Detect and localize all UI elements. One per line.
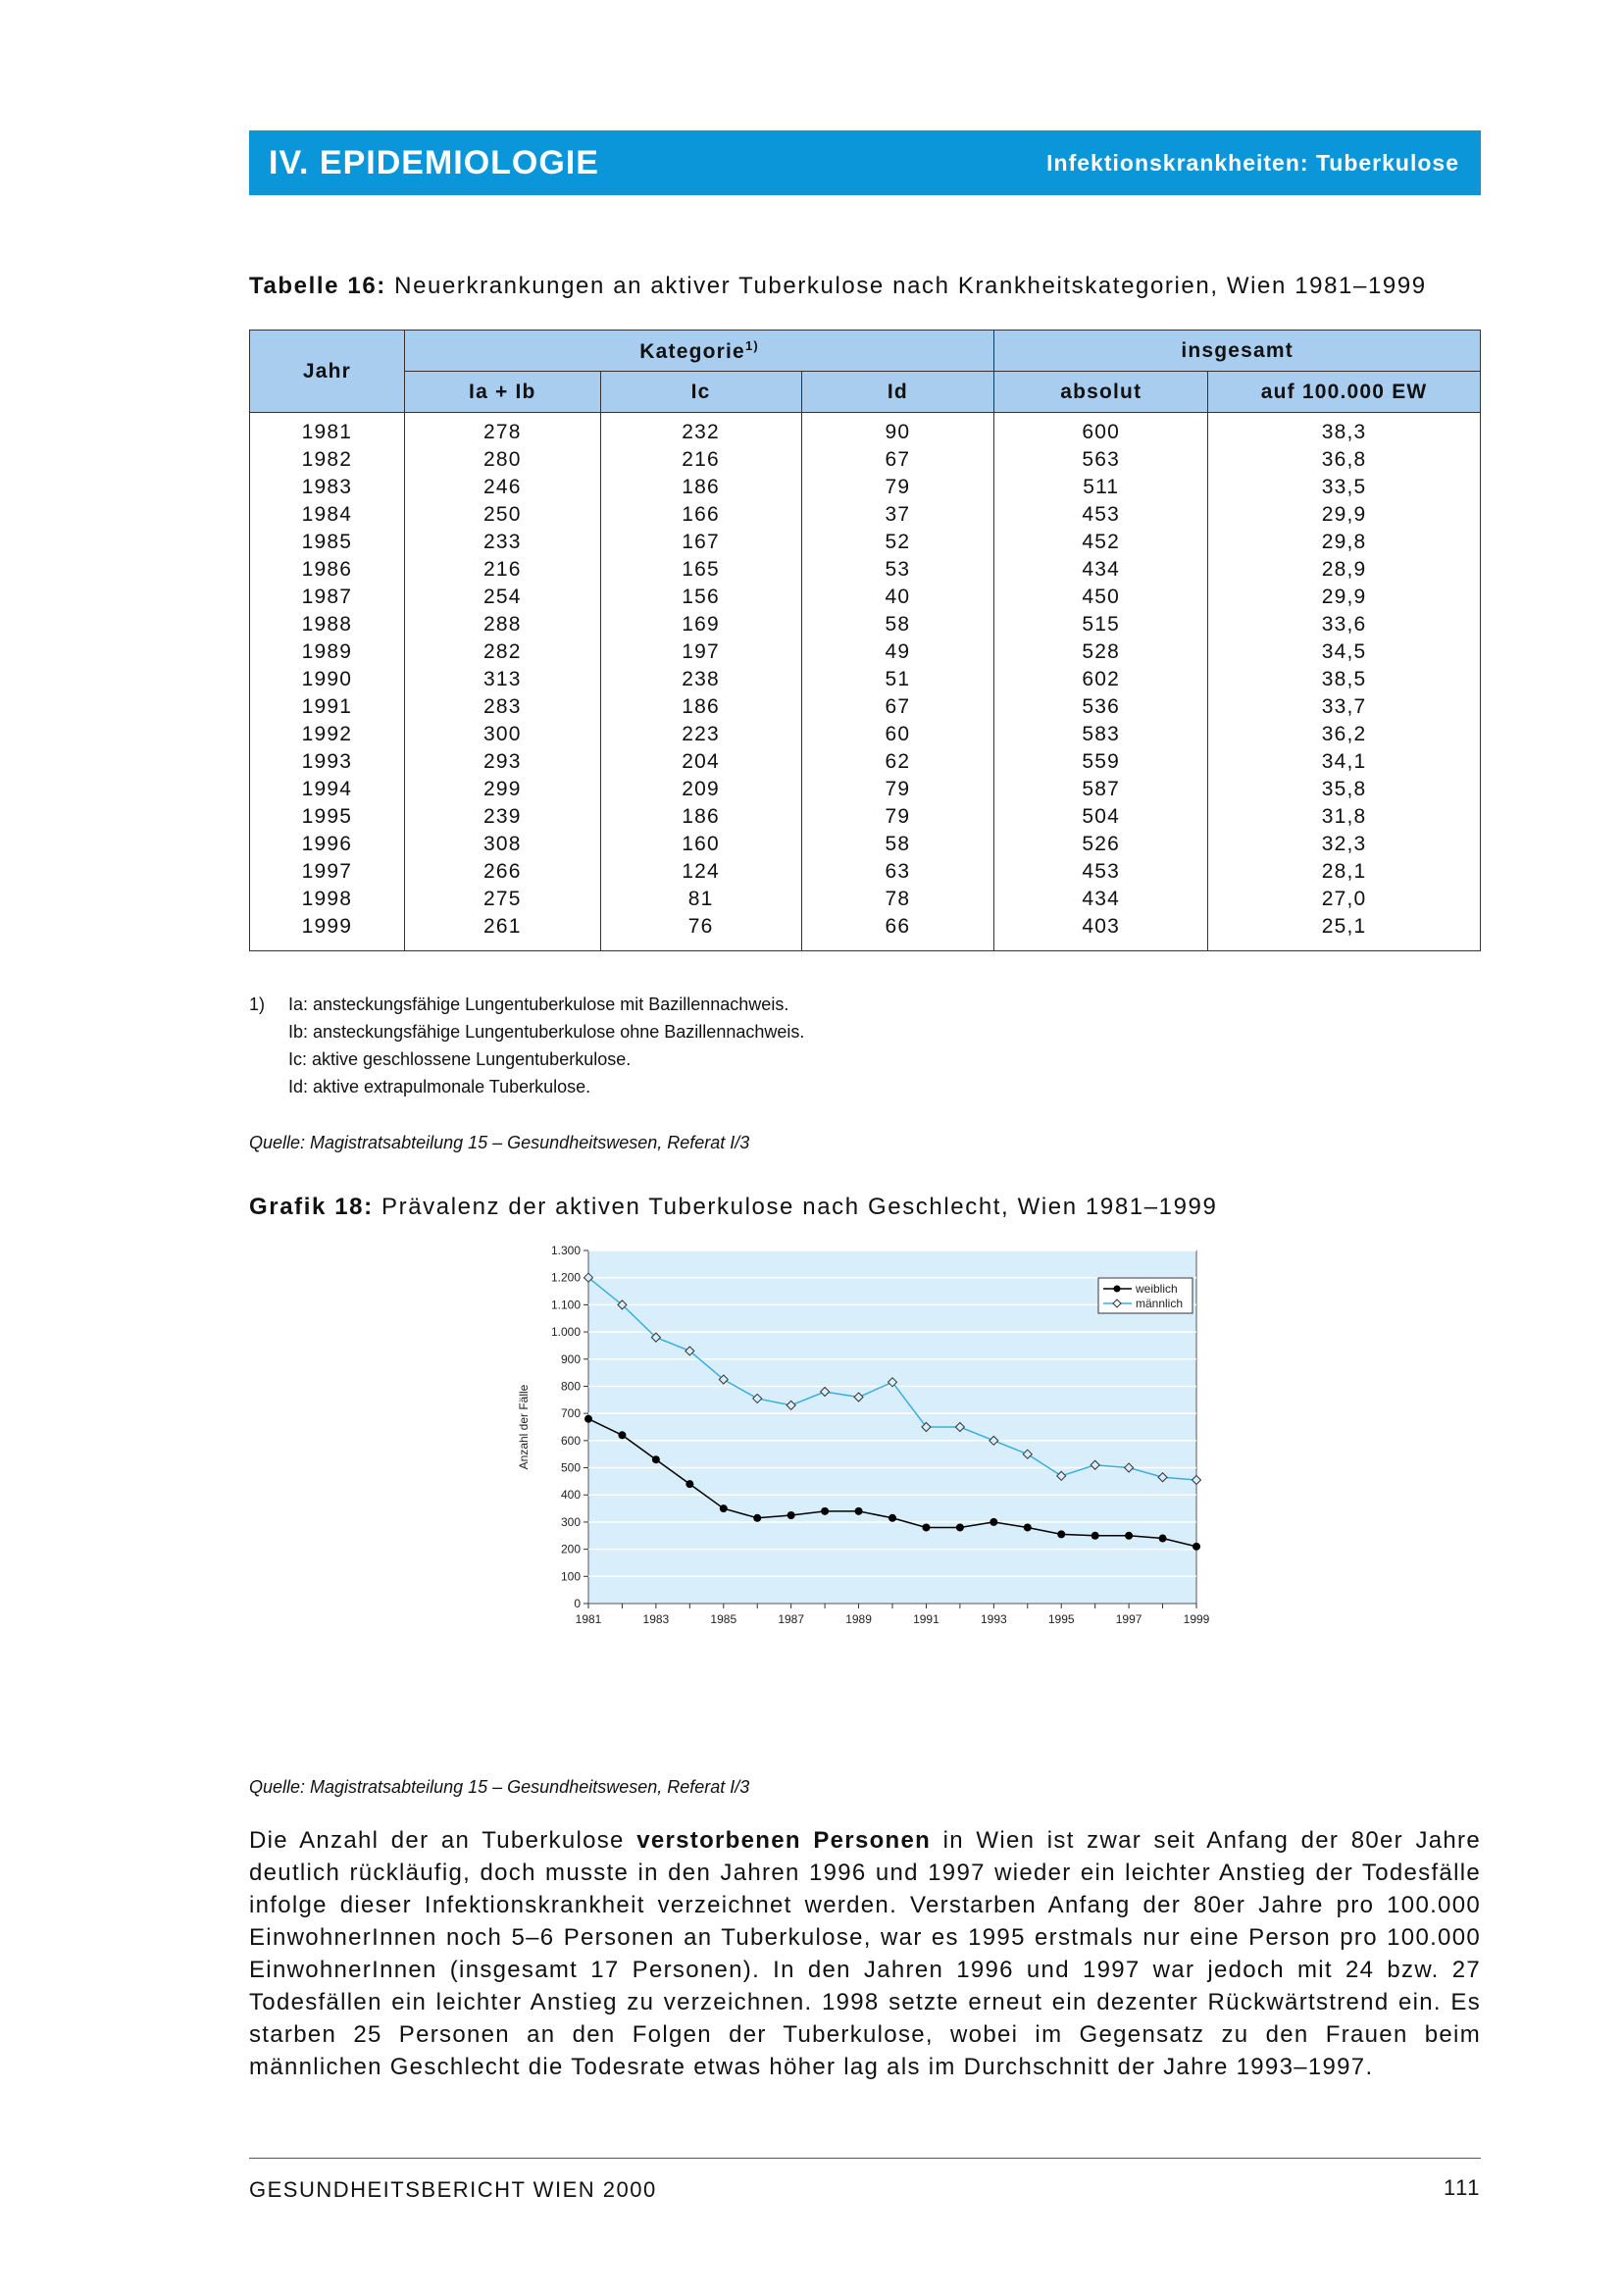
x-tick-label: 1993 — [980, 1612, 1007, 1626]
y-tick-label: 300 — [560, 1514, 581, 1529]
y-tick-label: 100 — [560, 1569, 581, 1584]
table-row — [250, 446, 1481, 474]
table-cell: 293 — [404, 748, 600, 776]
data-point — [922, 1523, 930, 1531]
table-row — [250, 501, 1481, 529]
col-header-year: Jahr — [250, 331, 405, 413]
table-cell: 1989 — [250, 638, 405, 666]
table-cell: 232 — [600, 413, 801, 447]
data-point — [685, 1480, 693, 1488]
col-group-total: insgesamt — [994, 331, 1481, 372]
table-row — [250, 913, 1481, 951]
table-row — [250, 721, 1481, 748]
table-row — [250, 803, 1481, 831]
data-point — [720, 1504, 728, 1512]
table-row — [250, 584, 1481, 611]
table-cell: 308 — [404, 831, 600, 858]
table-cell: 49 — [801, 638, 994, 666]
table-cell: 1992 — [250, 721, 405, 748]
table-row — [250, 666, 1481, 693]
table-cell: 1996 — [250, 831, 405, 858]
table-cell: 453 — [994, 858, 1208, 886]
table-cell: 511 — [994, 474, 1208, 501]
table-cell: 223 — [600, 721, 801, 748]
table-cell: 559 — [994, 748, 1208, 776]
table-cell: 186 — [600, 474, 801, 501]
body-paragraph — [249, 1824, 1481, 2083]
table-cell: 1993 — [250, 748, 405, 776]
table-cell: 52 — [801, 529, 994, 556]
data-point — [956, 1523, 964, 1531]
table-cell: 28,1 — [1208, 858, 1481, 886]
chart-caption-label: Grafik 18: — [249, 1194, 374, 1220]
y-tick-label: 0 — [574, 1597, 581, 1610]
data-point — [855, 1507, 863, 1515]
table-cell: 38,3 — [1208, 413, 1481, 447]
table-cell: 29,8 — [1208, 529, 1481, 556]
table-cell: 299 — [404, 776, 600, 803]
legend-label: männlich — [1136, 1297, 1184, 1310]
table-cell: 250 — [404, 501, 600, 529]
table-cell: 156 — [600, 584, 801, 611]
table-cell: 1990 — [250, 666, 405, 693]
table-row — [250, 529, 1481, 556]
table-cell: 1995 — [250, 803, 405, 831]
data-point — [821, 1507, 829, 1515]
table-cell: 79 — [801, 474, 994, 501]
table-cell: 563 — [994, 446, 1208, 474]
table-cell: 526 — [994, 831, 1208, 858]
table-cell: 266 — [404, 858, 600, 886]
col-header-iaib: Ia + Ib — [404, 372, 600, 413]
data-point — [652, 1455, 660, 1463]
y-tick-label: 200 — [560, 1542, 581, 1556]
table-row — [250, 693, 1481, 721]
footnote-line: Ia: ansteckungsfähige Lungentuberkulose mit Bazillennachweis. — [288, 994, 789, 1014]
footnote-line: Ib: ansteckungsfähige Lungentuberkulose ohne Bazillennachweis. — [288, 1022, 805, 1042]
table-cell: 63 — [801, 858, 994, 886]
table-cell: 300 — [404, 721, 600, 748]
chart-caption-text: Prävalenz der aktiven Tuberkulose nach Geschlecht, Wien 1981–1999 — [381, 1194, 1218, 1220]
table-cell: 36,2 — [1208, 721, 1481, 748]
table-cell: 1985 — [250, 529, 405, 556]
x-tick-label: 1981 — [575, 1612, 602, 1626]
y-axis-label: Anzahl der Fälle — [517, 1384, 531, 1470]
table-cell: 186 — [600, 693, 801, 721]
table-cell: 1982 — [250, 446, 405, 474]
table-cell: 51 — [801, 666, 994, 693]
y-tick-label: 900 — [560, 1351, 581, 1366]
table-cell: 197 — [600, 638, 801, 666]
x-tick-label: 1983 — [642, 1612, 670, 1626]
table-cell: 1999 — [250, 913, 405, 951]
data-point — [618, 1431, 626, 1439]
data-point — [1057, 1530, 1065, 1538]
table-cell: 246 — [404, 474, 600, 501]
table-cell: 167 — [600, 529, 801, 556]
table-cell: 35,8 — [1208, 776, 1481, 803]
table-cell: 453 — [994, 501, 1208, 529]
chart-source: Quelle: Magistratsabteilung 15 – Gesundheitswesen, Referat I/3 — [249, 1777, 750, 1797]
table-cell: 233 — [404, 529, 600, 556]
table-cell: 27,0 — [1208, 886, 1481, 913]
col-header-ic: Ic — [600, 372, 801, 413]
chart-caption — [249, 1194, 1217, 1221]
x-tick-label: 1995 — [1047, 1612, 1075, 1626]
footnote-line: Id: aktive extrapulmonale Tuberkulose. — [288, 1077, 591, 1096]
table-cell: 1984 — [250, 501, 405, 529]
table-cell: 434 — [994, 886, 1208, 913]
table-cell: 275 — [404, 886, 600, 913]
footer-rule — [249, 2158, 1481, 2159]
data-point — [787, 1511, 795, 1519]
table-cell: 124 — [600, 858, 801, 886]
paragraph-text-after: in Wien ist zwar seit Anfang der 80er Jahre deutlich rückläufig, doch musste in den Jahren 1996 und 1997 wieder ein leichter Anstieg der Todesfälle infolge dieser Infektionskrankheit verzeichnet werden. Verstarben Anfang der 80er Jahre pro 100.000 EinwohnerInnen noch 5–6 Personen an Tuberkulose, war es 1995 erstmals nur eine Person pro 100.000 EinwohnerInnen (insgesamt 17 Personen). In den Jahren 1996 und 1997 war jedoch mit 24 bzw. 27 Todesfällen ein leichter Anstieg zu verzeichnen. 1998 setzte erneut ein dezenter Rückwärtstrend ein. Es starben 25 Personen an den Folgen der Tuberkulose, wobei im Gegensatz zu den Frauen beim männlichen Geschlecht die Todesrate etwas höher lag als im Durchschnitt der Jahre 1993–1997. — [249, 1827, 1481, 2080]
table-cell: 79 — [801, 776, 994, 803]
table-cell: 254 — [404, 584, 600, 611]
y-tick-label: 600 — [560, 1433, 581, 1448]
table-cell: 434 — [994, 556, 1208, 584]
data-point — [1193, 1543, 1200, 1551]
table-row — [250, 638, 1481, 666]
footnote-ref: 1) — [744, 337, 759, 353]
data-point — [1024, 1523, 1032, 1531]
tuberculosis-table — [249, 330, 1481, 951]
col-group-category-label: Kategorie — [639, 339, 745, 363]
table-cell: 450 — [994, 584, 1208, 611]
table-row — [250, 776, 1481, 803]
table-cell: 282 — [404, 638, 600, 666]
x-tick-label: 1997 — [1115, 1612, 1142, 1626]
section-header — [249, 130, 1481, 195]
y-tick-label: 700 — [560, 1406, 581, 1421]
table-cell: 76 — [600, 913, 801, 951]
col-header-per-100000: auf 100.000 EW — [1208, 372, 1481, 413]
x-tick-label: 1989 — [845, 1612, 872, 1626]
table-cell: 1994 — [250, 776, 405, 803]
table-caption — [249, 273, 1427, 300]
table-row — [250, 413, 1481, 447]
data-point — [990, 1518, 997, 1526]
data-point — [1091, 1532, 1099, 1540]
table-cell: 31,8 — [1208, 803, 1481, 831]
table-cell: 216 — [404, 556, 600, 584]
footnotes — [249, 991, 804, 1100]
footnote-marker: 1) — [249, 994, 266, 1014]
x-tick-label: 1991 — [913, 1612, 939, 1626]
table-cell: 28,9 — [1208, 556, 1481, 584]
table-cell: 58 — [801, 611, 994, 638]
x-tick-label: 1987 — [778, 1612, 805, 1626]
table-cell: 165 — [600, 556, 801, 584]
paragraph-bold: verstorbenen Personen — [636, 1827, 932, 1854]
y-tick-label: 1.000 — [550, 1325, 581, 1340]
table-cell: 1997 — [250, 858, 405, 886]
table-cell: 38,5 — [1208, 666, 1481, 693]
table-cell: 602 — [994, 666, 1208, 693]
table-row — [250, 556, 1481, 584]
table-cell: 1983 — [250, 474, 405, 501]
col-group-category — [404, 331, 993, 372]
table-cell: 1991 — [250, 693, 405, 721]
table-cell: 37 — [801, 501, 994, 529]
table-row — [250, 886, 1481, 913]
legend-label: weiblich — [1136, 1282, 1178, 1296]
table-cell: 29,9 — [1208, 584, 1481, 611]
table-cell: 36,8 — [1208, 446, 1481, 474]
table-body — [250, 413, 1481, 951]
table-cell: 261 — [404, 913, 600, 951]
table-cell: 313 — [404, 666, 600, 693]
table-cell: 1988 — [250, 611, 405, 638]
data-point — [584, 1415, 592, 1423]
col-header-id: Id — [801, 372, 994, 413]
table-cell: 33,7 — [1208, 693, 1481, 721]
data-point — [888, 1514, 896, 1522]
table-cell: 238 — [600, 666, 801, 693]
legend-marker — [1114, 1286, 1121, 1293]
table-cell: 186 — [600, 803, 801, 831]
table-cell: 1981 — [250, 413, 405, 447]
table-row — [250, 611, 1481, 638]
table-cell: 34,1 — [1208, 748, 1481, 776]
table-cell: 278 — [404, 413, 600, 447]
table-cell: 29,9 — [1208, 501, 1481, 529]
table-cell: 403 — [994, 913, 1208, 951]
table-cell: 216 — [600, 446, 801, 474]
table-cell: 1986 — [250, 556, 405, 584]
table-cell: 204 — [600, 748, 801, 776]
x-tick-label: 1985 — [710, 1612, 737, 1626]
table-cell: 587 — [994, 776, 1208, 803]
table-cell: 1998 — [250, 886, 405, 913]
data-point — [753, 1514, 761, 1522]
y-tick-label: 1.100 — [550, 1298, 581, 1312]
table-cell: 90 — [801, 413, 994, 447]
table-cell: 166 — [600, 501, 801, 529]
footer-publication: GESUNDHEITSBERICHT WIEN 2000 — [249, 2177, 657, 2202]
table-cell: 58 — [801, 831, 994, 858]
table-cell: 40 — [801, 584, 994, 611]
table-cell: 34,5 — [1208, 638, 1481, 666]
table-cell: 66 — [801, 913, 994, 951]
table-cell: 169 — [600, 611, 801, 638]
table-source: Quelle: Magistratsabteilung 15 – Gesundheitswesen, Referat I/3 — [249, 1133, 750, 1152]
table-cell: 78 — [801, 886, 994, 913]
table-cell: 528 — [994, 638, 1208, 666]
y-tick-label: 500 — [560, 1460, 581, 1475]
paragraph-text-before: Die Anzahl der an Tuberkulose — [249, 1827, 637, 1854]
table-cell: 452 — [994, 529, 1208, 556]
page-number: 111 — [1444, 2175, 1481, 2200]
table-cell: 81 — [600, 886, 801, 913]
table-cell: 33,6 — [1208, 611, 1481, 638]
table-cell: 32,3 — [1208, 831, 1481, 858]
table-cell: 60 — [801, 721, 994, 748]
col-header-absolute: absolut — [994, 372, 1208, 413]
table-cell: 239 — [404, 803, 600, 831]
data-point — [1159, 1535, 1167, 1543]
table-cell: 515 — [994, 611, 1208, 638]
table-cell: 25,1 — [1208, 913, 1481, 951]
table-caption-text: Neuerkrankungen an aktiver Tuberkulose nach Krankheitskategorien, Wien 1981–1999 — [394, 273, 1427, 299]
table-row — [250, 831, 1481, 858]
y-tick-label: 1.200 — [550, 1270, 581, 1285]
x-tick-label: 1999 — [1183, 1612, 1210, 1626]
table-cell: 536 — [994, 693, 1208, 721]
table-caption-label: Tabelle 16: — [249, 273, 386, 299]
table-row — [250, 474, 1481, 501]
y-tick-label: 400 — [560, 1488, 581, 1503]
table-cell: 33,5 — [1208, 474, 1481, 501]
section-topic: Infektionskrankheiten: Tuberkulose — [1046, 149, 1459, 176]
table-cell: 209 — [600, 776, 801, 803]
footnote-line: Ic: aktive geschlossene Lungentuberkulose. — [288, 1049, 632, 1069]
data-point — [1125, 1532, 1133, 1540]
table-cell: 53 — [801, 556, 994, 584]
table-cell: 504 — [994, 803, 1208, 831]
table-cell: 1987 — [250, 584, 405, 611]
table-cell: 62 — [801, 748, 994, 776]
section-title: IV. EPIDEMIOLOGIE — [269, 143, 599, 181]
table-row — [250, 748, 1481, 776]
table-cell: 67 — [801, 693, 994, 721]
prevalence-line-chart — [500, 1231, 1226, 1751]
y-tick-label: 800 — [560, 1379, 581, 1394]
table-cell: 583 — [994, 721, 1208, 748]
table-cell: 67 — [801, 446, 994, 474]
table-row — [250, 858, 1481, 886]
table-cell: 600 — [994, 413, 1208, 447]
table-cell: 160 — [600, 831, 801, 858]
table-cell: 280 — [404, 446, 600, 474]
table-cell: 288 — [404, 611, 600, 638]
y-tick-label: 1.300 — [550, 1244, 581, 1257]
table-cell: 283 — [404, 693, 600, 721]
table-cell: 79 — [801, 803, 994, 831]
